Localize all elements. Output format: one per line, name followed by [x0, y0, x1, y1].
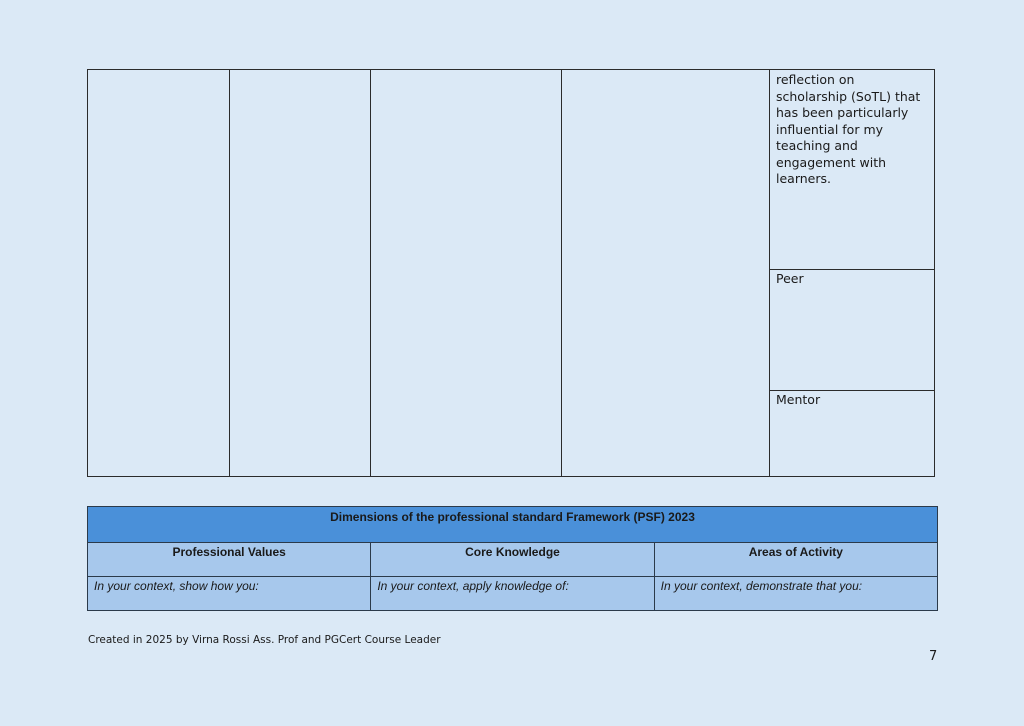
column-header-core-knowledge: Core Knowledge [371, 543, 654, 577]
grid-cell-peer[interactable] [770, 270, 935, 391]
grid-cell-empty[interactable] [230, 70, 371, 477]
prompt-areas-of-activity[interactable]: In your context, demonstrate that you: [654, 577, 937, 611]
reflection-grid-table [87, 69, 935, 477]
psf-title: Dimensions of the professional standard Framework (PSF) 2023 [88, 507, 938, 543]
grid-cell-reflection[interactable] [770, 70, 935, 270]
grid-cell-empty[interactable] [88, 70, 230, 477]
footer-credit: Created in 2025 by Virna Rossi Ass. Prof and PGCert Course Leader [88, 634, 441, 646]
grid-cell-mentor[interactable] [770, 391, 935, 477]
reflection-text: reflection on scholarship (SoTL) that has been particularly influential for my teaching and engagement with learners. [776, 72, 921, 186]
prompt-core-knowledge[interactable]: In your context, apply knowledge of: [371, 577, 654, 611]
column-header-areas-of-activity: Areas of Activity [654, 543, 937, 577]
mentor-label: Mentor [776, 392, 821, 407]
grid-cell-empty[interactable] [562, 70, 770, 477]
prompt-professional-values[interactable]: In your context, show how you: [88, 577, 371, 611]
grid-cell-empty[interactable] [371, 70, 562, 477]
column-header-professional-values: Professional Values [88, 543, 371, 577]
peer-label: Peer [776, 271, 804, 286]
psf-dimensions-table [87, 506, 938, 611]
page-number: 7 [929, 649, 938, 664]
